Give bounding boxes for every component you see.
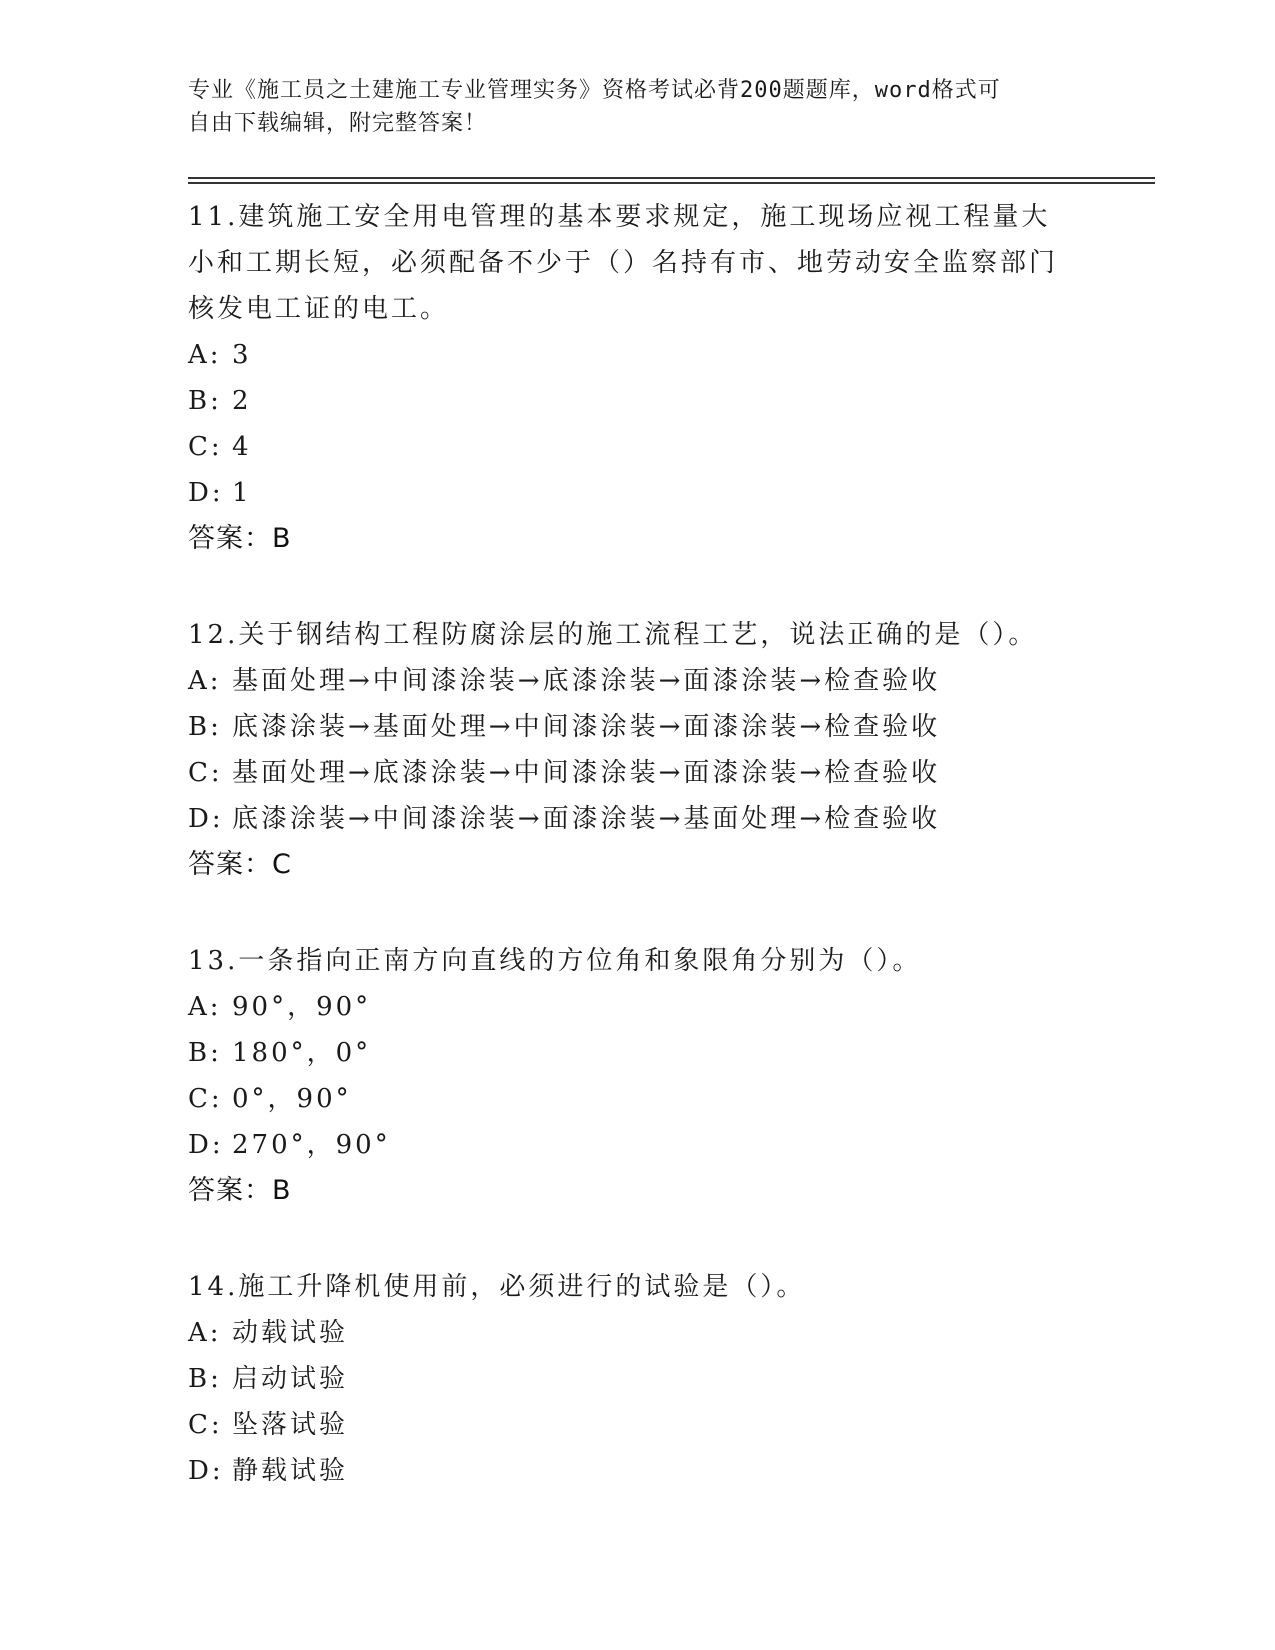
option-key: A:: [188, 992, 222, 1022]
answer-line: 答案：C: [188, 849, 292, 880]
option-text: 底漆涂装→中间漆涂装→面漆涂装→基面处理→检查验收: [232, 804, 941, 834]
question-list: [188, 194, 1088, 1544]
option-c: [188, 750, 1088, 796]
option-b: [188, 1356, 1088, 1402]
option-d: [188, 1122, 1088, 1168]
option-key: B:: [188, 712, 222, 742]
option-a: [188, 984, 1088, 1030]
option-a: [188, 658, 1088, 704]
option-text: 2: [232, 386, 252, 416]
option-c: [188, 1402, 1088, 1448]
option-text: 1: [232, 478, 252, 508]
option-text: 坠落试验: [232, 1410, 349, 1440]
option-text: 270°，90°: [232, 1130, 391, 1160]
option-a: [188, 1310, 1088, 1356]
option-b: [188, 704, 1088, 750]
question-13: [188, 938, 1088, 1214]
option-text: 底漆涂装→基面处理→中间漆涂装→面漆涂装→检查验收: [232, 712, 941, 742]
option-c: [188, 1076, 1088, 1122]
option-key: A:: [188, 340, 222, 370]
question-stem: 11.建筑施工安全用电管理的基本要求规定，施工现场应视工程量大小和工期长短，必须配备不少于（）名持有市、地劳动安全监察部门核发电工证的电工。: [188, 202, 1059, 324]
option-key: A:: [188, 666, 222, 696]
option-key: B:: [188, 386, 222, 416]
option-text: 基面处理→底漆涂装→中间漆涂装→面漆涂装→检查验收: [232, 758, 941, 788]
option-text: 3: [232, 340, 252, 370]
option-a: [188, 332, 1088, 378]
question-stem: 14.施工升降机使用前，必须进行的试验是（）。: [188, 1272, 806, 1302]
header-rule-top: [188, 177, 1155, 179]
option-key: C:: [188, 1084, 223, 1114]
option-text: 90°，90°: [232, 992, 372, 1022]
option-d: [188, 796, 1088, 842]
option-text: 启动试验: [232, 1364, 349, 1394]
header-title-line-2: 自由下载编辑，附完整答案！: [188, 111, 488, 136]
header-title-line-1: 专业《施工员之土建施工专业管理实务》资格考试必背200题题库，word格式可: [188, 78, 1001, 103]
document-header: [188, 74, 1068, 140]
header-rule-bottom: [188, 182, 1155, 184]
option-c: [188, 424, 1088, 470]
question-14: [188, 1264, 1088, 1494]
option-key: B:: [188, 1038, 222, 1068]
question-stem: 13.一条指向正南方向直线的方位角和象限角分别为（）。: [188, 946, 922, 976]
option-d: [188, 470, 1088, 516]
option-text: 静载试验: [232, 1456, 349, 1486]
option-key: C:: [188, 432, 223, 462]
option-key: D:: [188, 1130, 224, 1160]
option-text: 动载试验: [232, 1318, 349, 1348]
question-stem: 12.关于钢结构工程防腐涂层的施工流程工艺，说法正确的是（）。: [188, 620, 1038, 650]
option-text: 0°，90°: [232, 1084, 352, 1114]
option-text: 基面处理→中间漆涂装→底漆涂装→面漆涂装→检查验收: [232, 666, 941, 696]
option-key: D:: [188, 1456, 224, 1486]
option-key: C:: [188, 1410, 223, 1440]
option-key: A:: [188, 1318, 222, 1348]
option-b: [188, 1030, 1088, 1076]
option-b: [188, 378, 1088, 424]
option-key: D:: [188, 478, 224, 508]
question-11: [188, 194, 1088, 562]
option-key: C:: [188, 758, 223, 788]
question-12: [188, 612, 1088, 888]
option-key: D:: [188, 804, 224, 834]
option-text: 180°，0°: [232, 1038, 372, 1068]
answer-line: 答案：B: [188, 1175, 292, 1206]
option-text: 4: [232, 432, 252, 462]
option-d: [188, 1448, 1088, 1494]
answer-line: 答案：B: [188, 523, 292, 554]
option-key: B:: [188, 1364, 222, 1394]
